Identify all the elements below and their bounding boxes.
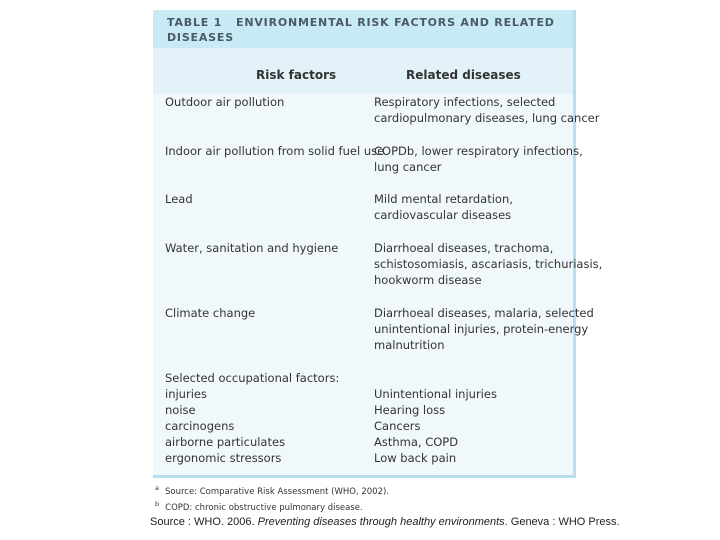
related-disease-line: schistosomiasis, ascariasis, trichuriasis, [374,257,603,271]
table-title-label: TABLE 1 [167,16,223,29]
risk-factor-line: Outdoor air pollution [165,95,285,109]
row-0-related-diseases [374,94,599,126]
risk-factor-table [153,10,603,478]
table-title-band [153,10,573,48]
row-2-risk-factor [165,191,193,207]
footnote-b-mark: b [155,500,160,508]
footnote-a-text: Source: Comparative Risk Assessment (WHO, 2002). [164,486,389,497]
column-header-related-diseases: Related diseases [406,68,521,82]
row-1-related-diseases [374,143,583,175]
related-disease-line: unintentional injuries, protein-energy [374,322,589,336]
related-disease-line: Low back pain [374,451,457,465]
related-disease-line: Diarrhoeal diseases, malaria, selected [374,306,594,320]
risk-factor-line: airborne particulates [165,435,286,449]
row-3-risk-factor [165,240,338,256]
row-4-risk-factor [165,305,255,321]
related-disease-line: malnutrition [374,338,445,352]
related-disease-line: hookworm disease [374,273,482,287]
related-disease-line [374,370,497,386]
table-title-line1: ENVIRONMENTAL RISK FACTORS AND RELATED DISEASES [167,16,555,44]
footnote-a-mark: a [155,484,159,492]
risk-factor-line: Lead [165,192,193,206]
risk-factor-line: Climate change [165,306,256,320]
related-disease-line: Unintentional injuries [374,387,497,401]
related-disease-line: COPDb, lower respiratory infections, [374,144,583,158]
row-3-related-diseases [374,240,602,288]
risk-factor-line: ergonomic stressors [165,451,282,465]
row-0-risk-factor [165,94,284,110]
footnote-a [155,484,389,497]
row-5-risk-factor [165,370,339,466]
risk-factor-line: Indoor air pollution from solid fuel use [165,144,385,158]
source-prefix: Source : WHO. 2006. [150,516,258,528]
row-4-related-diseases [374,305,594,353]
row-2-related-diseases [374,191,513,223]
risk-factor-line: Water, sanitation and hygiene [165,241,339,255]
related-disease-line: Mild mental retardation, [374,192,513,206]
related-disease-line: Respiratory infections, selected [374,95,556,109]
related-disease-line: Asthma, COPD [374,435,459,449]
risk-factor-line: noise [165,403,196,417]
row-5-related-diseases [374,370,497,466]
risk-factor-line: carcinogens [165,419,235,433]
related-disease-line: Hearing loss [374,403,446,417]
related-disease-line: cardiopulmonary diseases, lung cancer [374,111,600,125]
related-disease-line: Cancers [374,419,421,433]
related-disease-line: Diarrhoeal diseases, trachoma, [374,241,554,255]
row-1-risk-factor [165,143,384,159]
column-header-risk-factors: Risk factors [256,68,337,82]
footnote-b [155,500,363,513]
risk-factor-line: Selected occupational factors: [165,371,340,385]
source-suffix: . Geneva : WHO Press. [504,516,620,528]
risk-factor-line: injuries [165,387,207,401]
related-disease-line: cardiovascular diseases [374,208,512,222]
source-citation [150,516,620,528]
related-disease-line: lung cancer [374,160,442,174]
source-title: Preventing diseases through healthy environments [257,516,505,528]
footnote-b-text: COPD: chronic obstructive pulmonary disease. [165,502,363,513]
